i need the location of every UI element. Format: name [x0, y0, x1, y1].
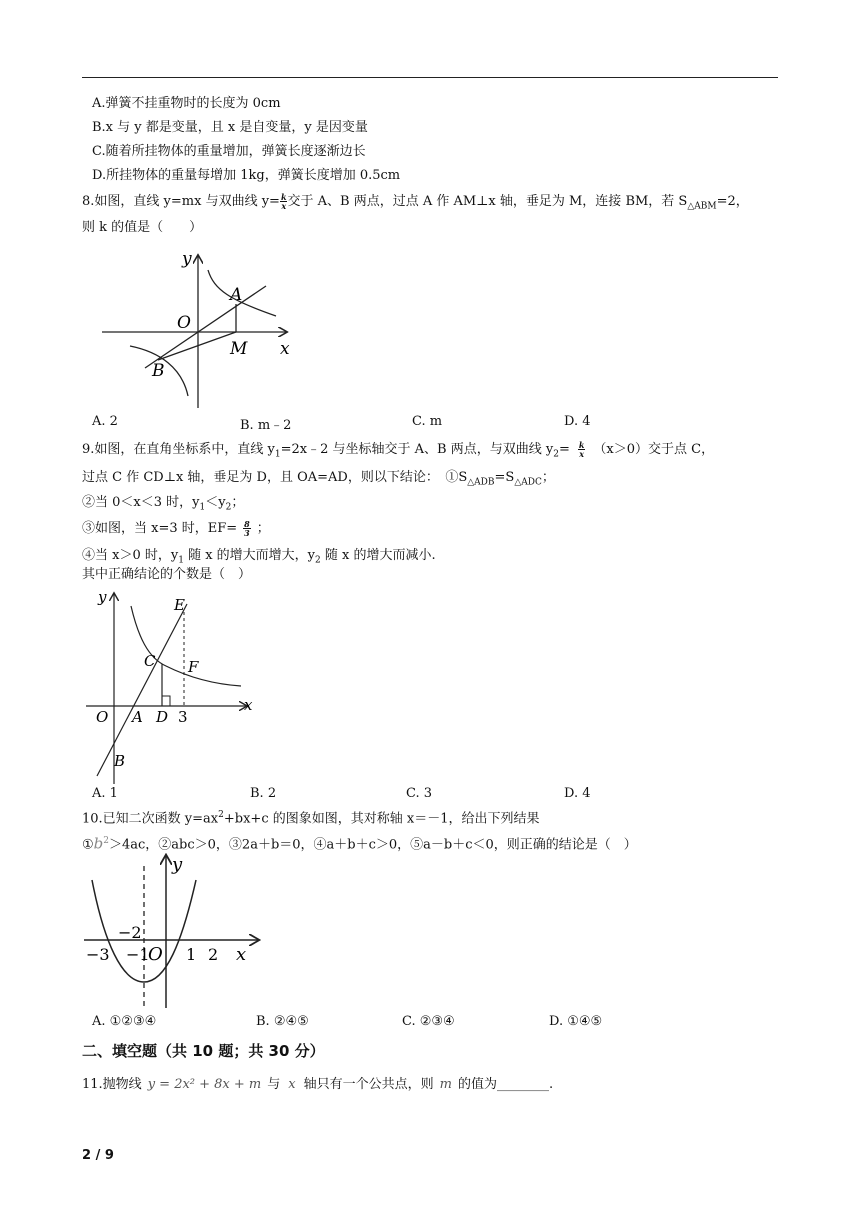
q8-frac-num: k: [280, 192, 287, 202]
q9-frac-den: x: [579, 449, 585, 459]
q9-hyperbola: [131, 606, 241, 686]
q9-right-angle: [162, 696, 170, 706]
q9-ef-num: 8: [244, 519, 250, 529]
q8-option-d: D. 4: [564, 414, 591, 429]
q7-option-c: C.随着所挂物体的重量增加，弹簧长度逐渐边长: [92, 144, 366, 159]
q8-stem-b: 交于 A、B 两点，过点 A 作 AM⊥x 轴，垂足为 M，连接 BM，若 S: [287, 194, 688, 209]
q9-option-b: B. 2: [250, 786, 277, 801]
q10-l1a: 10.已知二次函数 y=ax: [82, 811, 219, 827]
q8-option-c: C. m: [412, 414, 443, 429]
q9-l4b: ；: [256, 521, 270, 536]
q9-label-f: F: [188, 658, 199, 676]
q10-label-o: O: [148, 944, 163, 965]
q9-label-d: D: [156, 708, 169, 726]
q9-label-c: C: [144, 652, 156, 670]
q7-option-d: D.所挂物体的重量每增加 1kg，弹簧长度增加 0.5cm: [92, 168, 401, 183]
q9-option-a: A. 1: [92, 786, 118, 801]
q9-l3-sub2: 2: [225, 502, 232, 513]
q9-l5c: 随 x 的增大而减小.: [320, 548, 436, 563]
q10-label-minus2: −2: [118, 923, 142, 942]
q10-label-y: y: [172, 854, 183, 875]
page-number: 2 / 9: [82, 1148, 114, 1163]
q9-l4a: ③如图，当 x=3 时，EF=: [82, 521, 238, 536]
q9-l3c: ；: [231, 495, 245, 510]
q8-stem-line2: 则 k 的值是（ ）: [82, 220, 203, 235]
q9-l2b: =S: [494, 470, 515, 485]
q8-frac-den: x: [281, 201, 287, 211]
q8-stem-c: =2，: [716, 194, 749, 209]
q9-label-a: A: [132, 708, 143, 726]
q10-l2a: ①: [82, 837, 94, 853]
q9-l5-sub2: 2: [315, 555, 321, 566]
q8-stem: [82, 193, 749, 216]
section-heading: 二、填空题（共 10 题；共 30 分）: [82, 1042, 325, 1060]
q8-option-b: B. m﹣2: [240, 418, 292, 433]
q9-label-3: 3: [178, 708, 188, 726]
q10-line2: [82, 832, 637, 854]
q8-label-m: M: [230, 339, 248, 359]
q10-option-b: B. ②④⑤: [256, 1014, 309, 1029]
q11-x-var: x: [288, 1077, 296, 1092]
q9-fraction: [578, 441, 586, 458]
q9-label-e: E: [174, 596, 185, 614]
q9-l1c: =: [558, 442, 570, 457]
q8-label-o: O: [177, 313, 191, 333]
q8-stem-a: 8.如图，直线 y=mx 与双曲线 y=: [82, 194, 280, 209]
q8-label-b: B: [152, 361, 165, 381]
q8-label-y: y: [182, 249, 192, 269]
q10-l2-sup: 2: [103, 836, 109, 846]
q9-label-y: y: [98, 588, 107, 606]
q9-line-y1: [97, 604, 187, 776]
q11-b: 与: [267, 1077, 281, 1092]
q8-figure: [100, 248, 295, 410]
q9-frac-num: k: [578, 440, 585, 450]
q10-l2c: ＞4ac，②abc＞0，③2a＋b＝0，④a＋b＋c＞0，⑤a－b＋c＜0，则正确的结论是（ ）: [109, 837, 637, 853]
q10-l1b: +bx+c 的图象如图，其对称轴 x＝－1，给出下列结果: [223, 811, 540, 827]
header-rule: [82, 77, 778, 78]
q9-l5a: ④当 x＞0 时，y: [82, 548, 179, 563]
q10-option-d: D. ①④⑤: [549, 1014, 603, 1029]
q9-l2c: ；: [541, 470, 555, 485]
q9-line6: 其中正确结论的个数是（ ）: [82, 567, 252, 582]
q9-line4: [82, 520, 270, 538]
q7-option-a: A.弹簧不挂重物时的长度为 0cm: [92, 96, 281, 111]
q11-d: 的值为________.: [457, 1077, 554, 1092]
q9-l5-sub1: 1: [178, 555, 184, 566]
q10-label-x: x: [236, 944, 247, 965]
q11-equation: y = 2x² + 8x + m: [147, 1077, 262, 1092]
q10-figure: [82, 852, 262, 1012]
q8-label-a: A: [230, 285, 243, 305]
q9-l3-sub1: 1: [199, 502, 206, 513]
q9-option-c: C. 3: [406, 786, 433, 801]
q10-l1-sup: 2: [218, 810, 224, 820]
q9-l1b: =2x﹣2 与坐标轴交于 A、B 两点，与双曲线 y: [280, 442, 554, 457]
q9-l1-sub2: 2: [553, 449, 559, 460]
q10-option-c: C. ②③④: [402, 1014, 455, 1029]
q9-l1-sub1: 1: [274, 449, 281, 460]
q10-l2-b: b: [93, 834, 104, 853]
q10-label-minus3: −3: [86, 945, 110, 964]
q10-label-2: 2: [208, 945, 219, 964]
q8-segment-bm: [158, 332, 236, 360]
q8-stem-sub: △ABM: [687, 201, 717, 212]
q11-line: [82, 1076, 553, 1094]
q9-l5b: 随 x 的增大而增大，y: [183, 548, 316, 563]
q9-ef-den: 3: [244, 528, 250, 538]
q9-l1a: 9.如图，在直角坐标系中，直线 y: [82, 442, 275, 457]
q9-l2-sub2: △ADC: [514, 477, 542, 488]
q10-label-1: 1: [186, 945, 197, 964]
q9-l3b: ＜y: [205, 495, 226, 510]
q9-option-d: D. 4: [564, 786, 591, 801]
q11-c: 轴只有一个公共点，则: [303, 1077, 434, 1092]
q9-line1: [82, 441, 714, 464]
q9-l2-sub1: △ADB: [467, 477, 495, 488]
q9-line3: [82, 494, 244, 517]
q8-label-x: x: [280, 339, 290, 359]
q9-label-b: B: [114, 752, 126, 770]
q9-label-x: x: [244, 696, 253, 714]
q11-a: 11.抛物线: [82, 1077, 142, 1092]
q11-m-var: m: [439, 1077, 452, 1092]
q9-figure: [86, 588, 258, 784]
q7-option-b: B.x 与 y 都是变量，且 x 是自变量，y 是因变量: [92, 120, 368, 135]
q10-label-minus1: −1: [126, 945, 150, 964]
q10-option-a: A. ①②③④: [92, 1014, 157, 1029]
q9-line2: [82, 469, 555, 492]
q8-option-a: A. 2: [92, 414, 118, 429]
q9-l2a: 过点 C 作 CD⊥x 轴，垂足为 D，且 OA=AD，则以下结论： ①S: [82, 470, 468, 485]
q10-line1: [82, 806, 539, 828]
q9-l1d: （x＞0）交于点 C，: [593, 442, 715, 457]
q9-label-o: O: [96, 708, 109, 726]
q9-ef-fraction: [243, 520, 251, 537]
q9-l3a: ②当 0＜x＜3 时，y: [82, 495, 200, 510]
q8-line-mx: [145, 286, 266, 368]
